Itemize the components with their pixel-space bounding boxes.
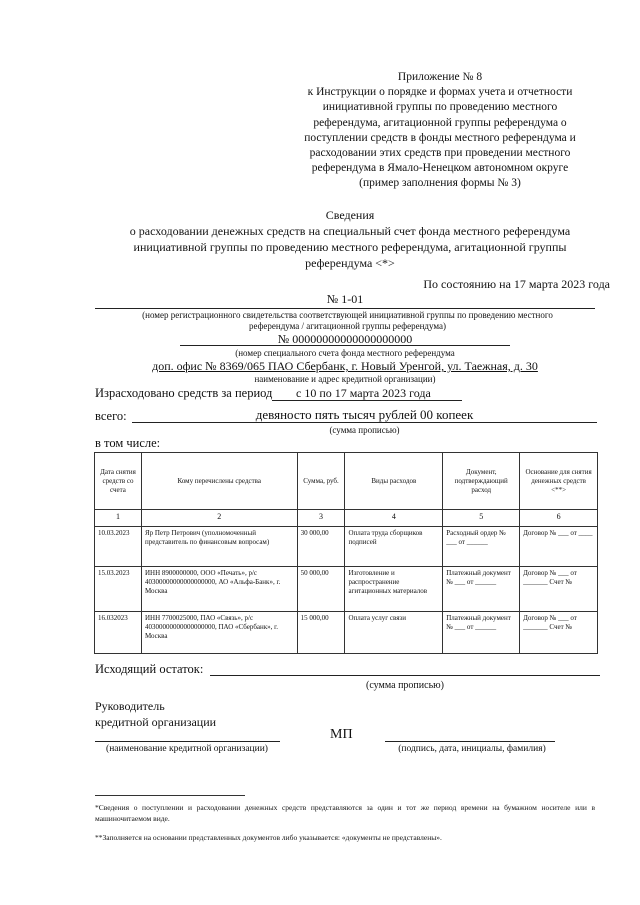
table-row <box>95 612 598 654</box>
header-recipient: Кому перечислены средства <box>141 453 297 510</box>
cell-recipient: ИНН 7700025000, ПАО «Связь», р/с 40300000000000000000, ПАО «Сбербанк», г. Москва <box>141 612 297 654</box>
bank-caption: наименование и адрес кредитной организации) <box>254 374 436 384</box>
document-title <box>60 207 640 271</box>
table-row <box>95 567 598 612</box>
header-basis: Основание для снятия денежных средств <**> <box>520 453 598 510</box>
column-number: 2 <box>141 510 297 527</box>
sig-caption-right: (подпись, дата, инициалы, фамилия) <box>398 744 546 754</box>
account-caption: (номер специального счета фонда местного референдума <box>235 348 455 358</box>
cell-document: Платежный документ № ___ от ______ <box>443 567 520 612</box>
cell-date: 10.03.2023 <box>95 527 142 567</box>
cell-recipient: ИНН 8900000000, ООО «Печать», р/с 40300000000000000000, АО «Альфа-Банк», г. Москва <box>141 567 297 612</box>
period-value: с 10 по 17 марта 2023 года <box>296 386 431 400</box>
as-of-date: По состоянию на 17 марта 2023 года <box>423 277 610 291</box>
cell-expense-type: Оплата услуг связи <box>345 612 443 654</box>
cert-number: № 1-01 <box>326 292 364 306</box>
head-title-org: кредитной организации <box>95 715 217 729</box>
footnote-separator <box>95 795 245 796</box>
period-label: Израсходовано средств за период <box>95 386 273 400</box>
appendix-line: референдума в Ямало-Ненецком автономном округе <box>311 162 569 175</box>
cert-caption-line: (номер регистрационного свидетельства соответствующей инициативной группы по проведению местного <box>142 310 553 320</box>
title-heading: Сведения <box>325 208 375 222</box>
appendix-line: поступлении средств в фонды местного референдума и <box>304 131 576 144</box>
remainder-caption: (сумма прописью) <box>366 680 444 691</box>
stamp-place: МП <box>330 727 353 742</box>
cell-basis: Договор № ___ от ____ <box>520 527 598 567</box>
appendix-title: Приложение № 8 <box>397 71 483 83</box>
title-line: о расходовании денежных средств на специальный счет фонда местного референдума <box>129 224 571 238</box>
cell-date: 16.032023 <box>95 612 142 654</box>
column-number: 6 <box>520 510 598 527</box>
cell-amount: 50 000,00 <box>297 567 345 612</box>
remainder-label: Исходящий остаток: <box>95 662 204 676</box>
cell-basis: Договор № ___ от _______ Счет № <box>520 612 598 654</box>
cell-date: 15.03.2023 <box>95 567 142 612</box>
table-number-row <box>95 510 598 527</box>
bank-name-address: доп. офис № 8369/065 ПАО Сбербанк, г. Новый Уренгой, ул. Таежная, д. 30 <box>152 359 538 373</box>
cell-expense-type: Изготовление и распространение агитационных материалов <box>345 567 443 612</box>
cell-expense-type: Оплата труда сборщиков подписей <box>345 527 443 567</box>
org-signature-line <box>95 730 280 742</box>
account-number: № 00000000000000000000 <box>277 332 413 346</box>
expenses-table <box>94 452 598 654</box>
title-line: инициативной группы по проведению местного референдума, агитационной группы <box>133 240 567 254</box>
appendix-line: инициативной группы по проведению местного <box>322 101 558 114</box>
cell-document: Расходный ордер № ___ от ______ <box>443 527 520 567</box>
total-label: всего: <box>95 409 127 423</box>
footnote-2: **Заполняется на основании представленных документов либо указывается: «документы не представлены». <box>95 833 442 842</box>
column-number: 1 <box>95 510 142 527</box>
cell-amount: 15 000,00 <box>297 612 345 654</box>
cell-basis: Договор № ___ от _______ Счет № <box>520 567 598 612</box>
appendix-line: к Инструкции о порядке и формах учета и отчетности <box>307 86 573 99</box>
appendix-block <box>270 70 610 192</box>
column-number: 5 <box>443 510 520 527</box>
appendix-line: (пример заполнения формы № 3) <box>359 177 521 190</box>
header-amount: Сумма, руб. <box>297 453 345 510</box>
appendix-line: расходовании этих средств при проведении местного <box>309 147 571 160</box>
head-title: Руководитель <box>95 699 165 713</box>
cell-amount: 30 000,00 <box>297 527 345 567</box>
person-signature-line <box>385 730 555 742</box>
table-row <box>95 527 598 567</box>
total-caption: (сумма прописью) <box>329 425 400 435</box>
cert-caption <box>95 310 600 332</box>
header-expense-type: Виды расходов <box>345 453 443 510</box>
title-line: референдума <*> <box>305 256 395 270</box>
total-value: девяносто пять тысяч рублей 00 копеек <box>255 407 474 422</box>
column-number: 4 <box>345 510 443 527</box>
cell-recipient: Яр Петр Петрович (уполномоченный представитель по финансовым вопросам) <box>141 527 297 567</box>
cell-document: Платежный документ № ___ от ______ <box>443 612 520 654</box>
footnote-1: *Сведения о поступлении и расходовании денежных средств представляются за один и тот же период времени на бумажном носителе или в машиночитаемом виде. <box>95 803 595 823</box>
header-document: Документ, подтверждающий расход <box>443 453 520 510</box>
including-label: в том числе: <box>95 436 161 450</box>
appendix-line: референдума, агитационной группы референдума о <box>313 116 567 129</box>
remainder-line <box>210 662 600 676</box>
cert-caption-line: референдума / агитационной группы референдума) <box>248 321 447 331</box>
column-number: 3 <box>297 510 345 527</box>
table-header-row <box>95 453 598 510</box>
header-date: Дата снятия средств со счета <box>95 453 142 510</box>
sig-caption-left: (наименование кредитной организации) <box>106 744 268 754</box>
